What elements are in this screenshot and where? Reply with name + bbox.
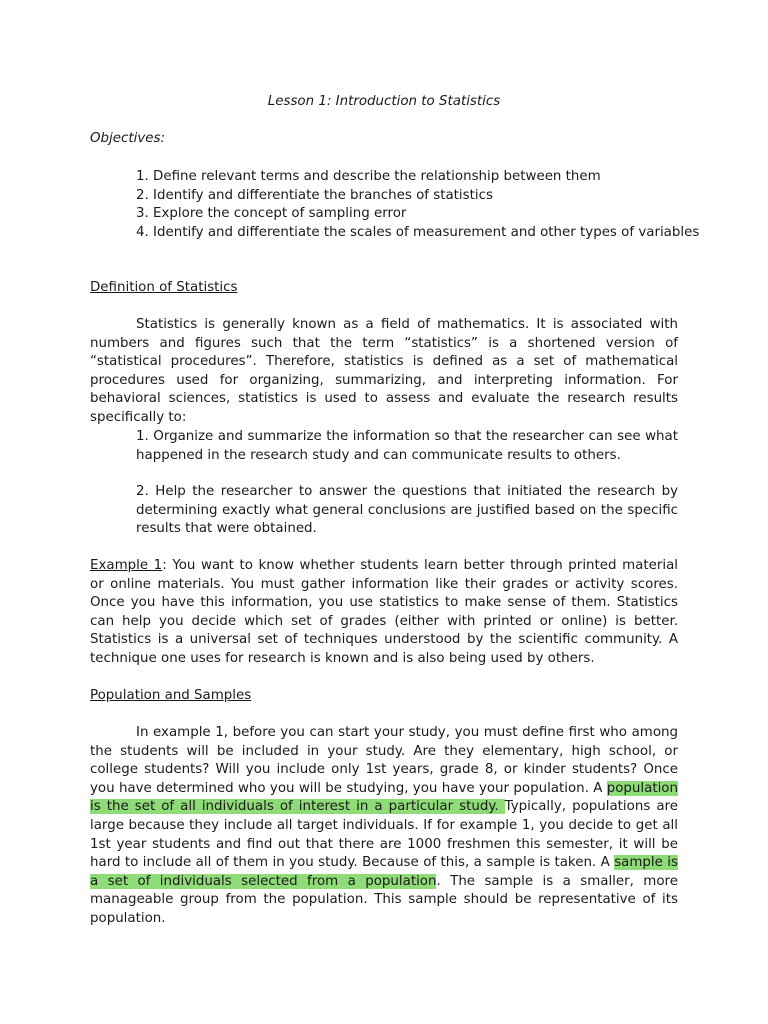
population-text-part1: In example 1, before you can start your study, you must define first who among the students will be included in your study. Are they elementary, high school, or college students? Will you include only 1st years, grade 8, or kinder students? Once you have determined who you will be studying, you have your population. A [90,725,678,796]
example-text: : You want to know whether students learn better through printed material or online materials. You must gather information like their grades or activity scores. Once you have this information, you use statistics to make sense of them. Statistics can help you decide which set of grades (either with printed or online) is better. Statistics is a universal set of techniques understood by the scientific community. A technique one uses for research is known and is also being used by others. [90,558,678,666]
definition-point-2: 2. Help the researcher to answer the questions that initiated the research by determining exactly what general conclusions are justified based on the specific results that were obtained. [136,484,678,537]
sample-definition-highlight: sample is a set of individuals selected from a population [90,855,679,889]
example-label: Example 1 [90,558,163,573]
objective-item: 4. Identify and differentiate the scales of measurement and other types of variables [136,224,700,240]
definition-heading: Definition of Statistics [90,280,238,295]
definition-point-1: 1. Organize and summarize the information so that the researcher can see what happened in the research study and can communicate results to others. [136,429,678,463]
objective-item: 1. Define relevant terms and describe the relationship between them [136,169,601,184]
population-definition-highlight: population is the set of all individuals of interest in a particular study. [90,780,678,815]
objective-item: 2. Identify and differentiate the branches of statistics [136,187,493,203]
objective-item: 3. Explore the concept of sampling error [136,206,407,222]
example-paragraph [90,557,678,669]
population-text-part2: Typically, populations are large because they include all target individuals. If for example 1, you decide to get all 1st year students and find out that there are 1000 freshmen this semester, it will be hard to include all of them in you study. Because of this, a sample is taken. A [90,799,678,871]
definition-paragraph: Statistics is generally known as a field of mathematics. It is associated with numbers and figures such that the term “statistics” is a shortened version of “statistical procedures”. Therefore, statistics is defined as a set of mathematical procedures used for organizing, summarizing, and interpreting information. For behavioral sciences, statistics is used to assess and evaluate the research results specifically to: [90,317,678,425]
population-heading: Population and Samples [90,688,252,703]
population-paragraph [90,724,678,929]
objectives-heading: Objectives: [90,131,165,146]
lesson-title: Lesson 1: Introduction to Statistics [267,94,501,109]
population-text-part3: . The sample is a smaller, more manageable group from the population. This sample should be representative of its population. [90,873,678,926]
objectives-list [136,168,736,242]
